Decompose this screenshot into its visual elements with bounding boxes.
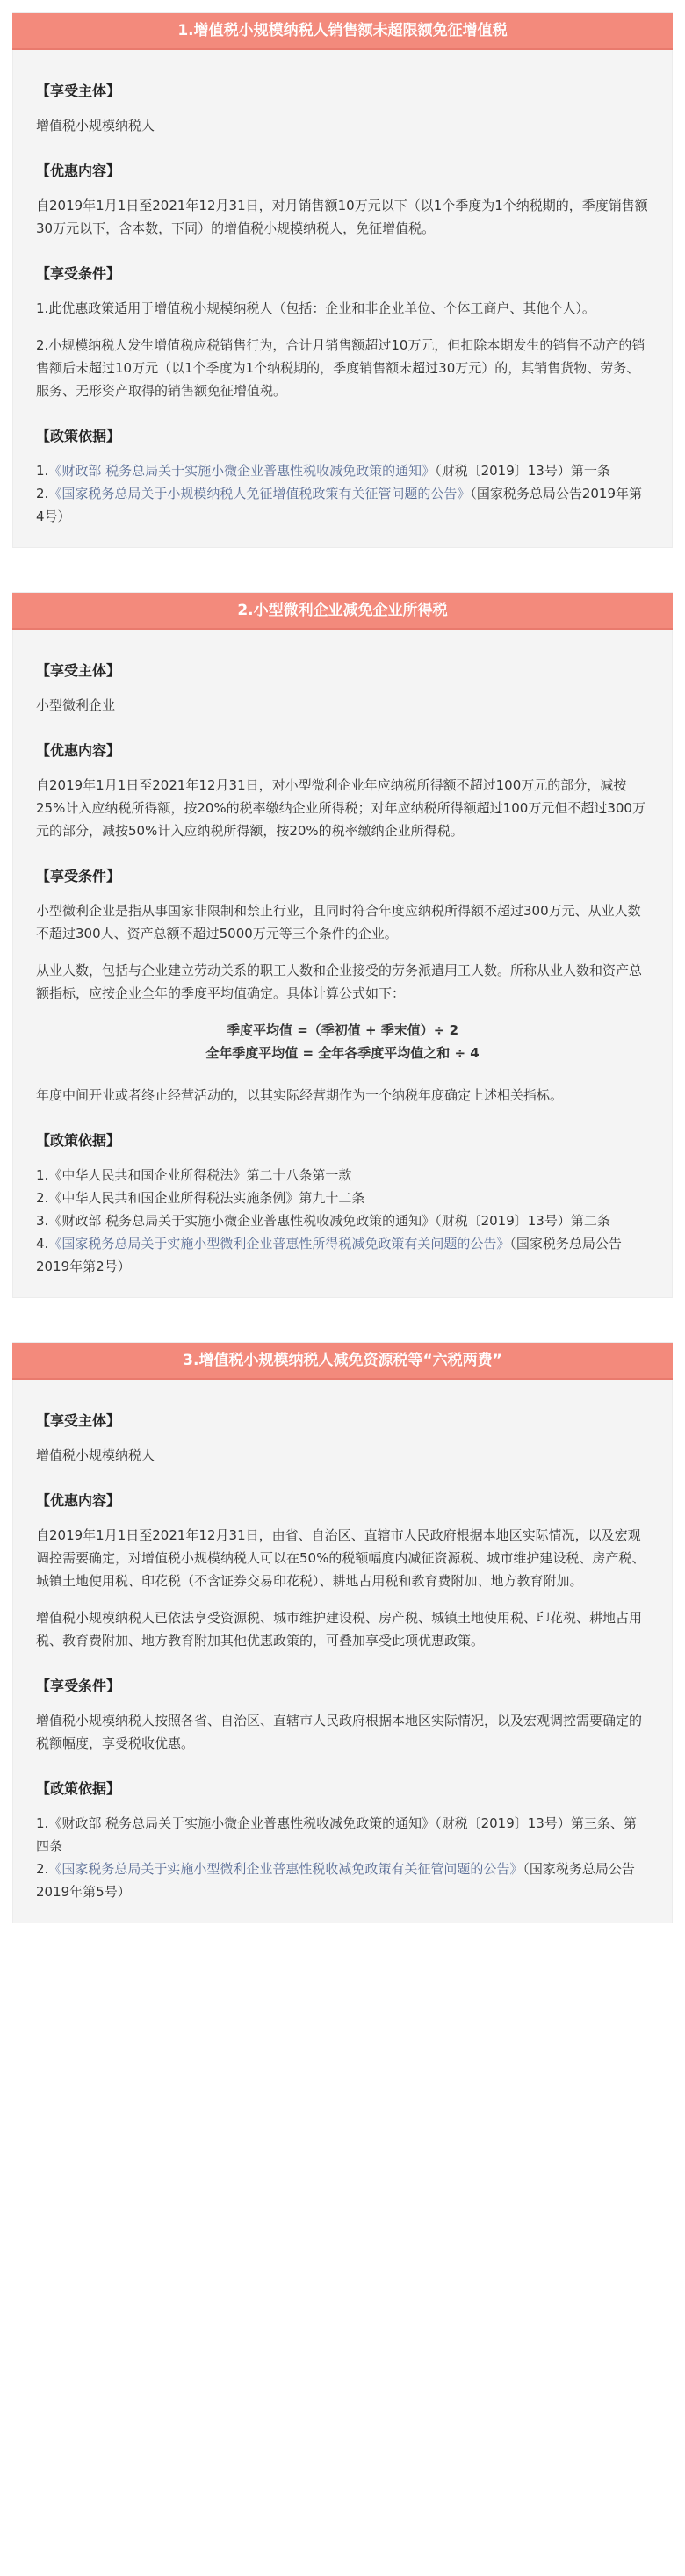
basis-item: 1.《财政部 税务总局关于实施小微企业普惠性税收减免政策的通知》（财税〔2019〕13号）第三条、第四条 [36, 1815, 637, 1854]
basis-heading: 【政策依据】 [36, 428, 121, 444]
section-title: 3.增值税小规模纳税人减免资源税等“六税两费” [12, 1343, 673, 1378]
subject-heading: 【享受主体】 [36, 83, 121, 99]
subject-text: 增值税小规模纳税人 [36, 118, 155, 133]
benefit-text: 自2019年1月1日至2021年12月31日，由省、自治区、直辖市人民政府根据本地区实际情况，以及宏观调控需要确定，对增值税小规模纳税人可以在50%的税额幅度内减征资源税、城市维护建设税、房产税、城镇土地使用税、印花税（不含证券交易印花税）、耕地占用税和教育费附加、地方教育附加。 [36, 1527, 645, 1589]
condition-text-1: 1.此优惠政策适用于增值税小规模纳税人（包括：企业和非企业单位、个体工商户、其他个人）。 [36, 300, 595, 316]
condition-text-2: 2.小规模纳税人发生增值税应税销售行为，合计月销售额超过10万元，但扣除本期发生的销售不动产的销售额后未超过10万元（以1个季度为1个纳税期的，季度销售额未超过30万元）的，其销售货物、劳务、服务、无形资产取得的销售额免征增值税。 [36, 337, 645, 399]
formula-annual-average: 全年季度平均值 = 全年各季度平均值之和 ÷ 4 [206, 1045, 480, 1061]
benefit-text: 自2019年1月1日至2021年12月31日，对月销售额10万元以下（以1个季度为1个纳税期的，季度销售额30万元以下，含本数，下同）的增值税小规模纳税人，免征增值税。 [36, 198, 648, 236]
basis-heading: 【政策依据】 [36, 1132, 121, 1149]
formula-block [36, 1019, 649, 1064]
policy-link[interactable]: 《国家税务总局关于实施小型微利企业普惠性税收减免政策有关征管问题的公告》 [48, 1861, 523, 1877]
policy-section-2 [12, 592, 673, 1298]
basis-item: 2.《国家税务总局关于实施小型微利企业普惠性税收减免政策有关征管问题的公告》（国家税务总局公告2019年第5号） [36, 1861, 635, 1900]
benefit-heading: 【优惠内容】 [36, 742, 121, 759]
benefit-heading: 【优惠内容】 [36, 1492, 121, 1509]
basis-item: 2.《国家税务总局关于小规模纳税人免征增值税政策有关征管问题的公告》（国家税务总局公告2019年第4号） [36, 486, 643, 524]
section-body [13, 1378, 672, 1923]
section-body [13, 48, 672, 547]
formula-quarter-average: 季度平均值 =（季初值 + 季末值）÷ 2 [226, 1022, 459, 1038]
section-title: 1.增值税小规模纳税人销售额未超限额免征增值税 [12, 13, 673, 48]
condition-heading: 【享受条件】 [36, 868, 121, 884]
benefit-text: 自2019年1月1日至2021年12月31日，对小型微利企业年应纳税所得额不超过100万元的部分，减按25%计入应纳税所得额，按20%的税率缴纳企业所得税；对年应纳税所得额超过100万元但不超过300万元的部分，减按50%计入应纳税所得额，按20%的税率缴纳企业所得税。 [36, 777, 645, 839]
subject-text: 增值税小规模纳税人 [36, 1447, 155, 1463]
condition-heading: 【享受条件】 [36, 1678, 121, 1694]
basis-list [36, 1812, 649, 1903]
policy-link[interactable]: 《国家税务总局关于实施小型微利企业普惠性所得税减免政策有关问题的公告》 [48, 1236, 510, 1252]
policy-section-1 [12, 12, 673, 548]
benefit-text-2: 增值税小规模纳税人已依法享受资源税、城市维护建设税、房产税、城镇土地使用税、印花税、耕地占用税、教育费附加、地方教育附加其他优惠政策的，可叠加享受此项优惠政策。 [36, 1610, 643, 1649]
section-title: 2.小型微利企业减免企业所得税 [12, 593, 673, 628]
subject-text: 小型微利企业 [36, 697, 116, 713]
benefit-heading: 【优惠内容】 [36, 162, 121, 179]
condition-heading: 【享受条件】 [36, 265, 121, 282]
condition-text-1: 增值税小规模纳税人按照各省、自治区、直辖市人民政府根据本地区实际情况，以及宏观调控需要确定的税额幅度，享受税收优惠。 [36, 1713, 643, 1751]
subject-heading: 【享受主体】 [36, 662, 121, 679]
basis-item: 3.《财政部 税务总局关于实施小微企业普惠性税收减免政策的通知》（财税〔2019〕13号）第二条 [36, 1213, 610, 1229]
policy-link[interactable]: 《国家税务总局关于小规模纳税人免征增值税政策有关征管问题的公告》 [48, 486, 471, 501]
basis-item: 4.《国家税务总局关于实施小型微利企业普惠性所得税减免政策有关问题的公告》（国家税务总局公告2019年第2号） [36, 1236, 622, 1274]
condition-text-3: 年度中间开业或者终止经营活动的，以其实际经营期作为一个纳税年度确定上述相关指标。 [36, 1087, 564, 1103]
basis-item: 1.《财政部 税务总局关于实施小微企业普惠性税收减免政策的通知》（财税〔2019〕13号）第一条 [36, 463, 610, 479]
page [0, 12, 685, 2576]
basis-list [36, 459, 649, 528]
basis-item: 2.《中华人民共和国企业所得税法实施条例》第九十二条 [36, 1190, 365, 1206]
section-body [13, 628, 672, 1297]
basis-list [36, 1164, 649, 1278]
basis-heading: 【政策依据】 [36, 1780, 121, 1797]
policy-link[interactable]: 《财政部 税务总局关于实施小微企业普惠性税收减免政策的通知》 [48, 463, 436, 479]
policy-section-3 [12, 1342, 673, 1923]
subject-heading: 【享受主体】 [36, 1412, 121, 1429]
condition-text-1: 小型微利企业是指从事国家非限制和禁止行业，且同时符合年度应纳税所得额不超过300万元、从业人数不超过300人、资产总额不超过5000万元等三个条件的企业。 [36, 903, 641, 942]
condition-text-2: 从业人数，包括与企业建立劳动关系的职工人数和企业接受的劳务派遣用工人数。所称从业人数和资产总额指标，应按企业全年的季度平均值确定。具体计算公式如下： [36, 963, 643, 1001]
basis-item: 1.《中华人民共和国企业所得税法》第二十八条第一款 [36, 1167, 352, 1183]
